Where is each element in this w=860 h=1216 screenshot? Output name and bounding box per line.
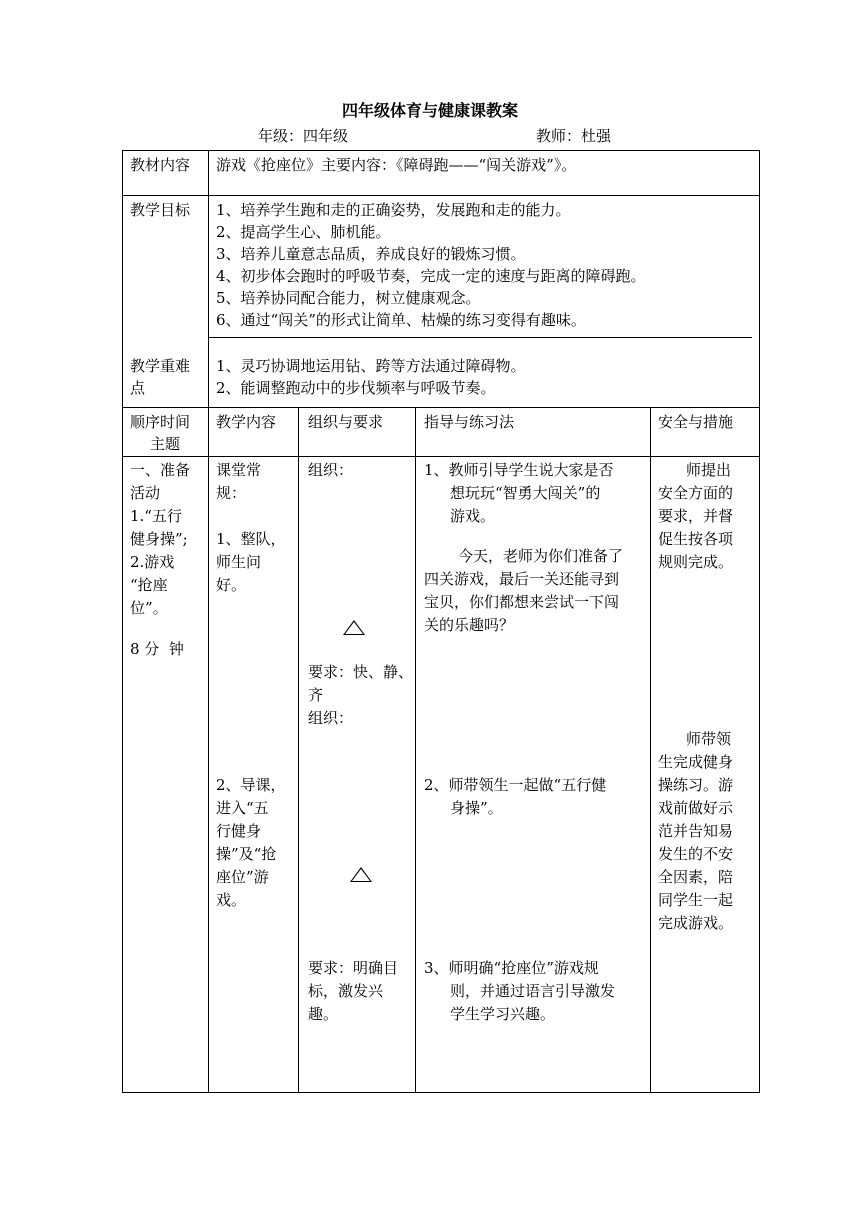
key-points-label: 点 [130, 379, 146, 397]
col5-line: 生完成健身 [658, 753, 734, 771]
header-content: 教学内容 [216, 413, 277, 431]
col4-line: 四关游戏，最后一关还能寻到 [424, 570, 620, 588]
col3-line: 标，激发兴 [308, 982, 384, 1000]
goal-item: 4、初步体会跑时的呼吸节奏，完成一定的速度与距离的障碍跑。 [216, 267, 646, 285]
header-order-time: 顺序时间 [130, 413, 191, 431]
col3-line: 组织： [308, 709, 354, 727]
teacher-label: 教师：杜强 [536, 127, 612, 145]
col5-line: 规则完成。 [658, 553, 734, 571]
material-content: 游戏《抢座位》主要内容：《障碍跑——“闯关游戏”》。 [216, 156, 577, 174]
header-order-time: 主题 [150, 435, 181, 453]
col2-line: 好。 [216, 576, 247, 594]
col2-line: 1、整队， [216, 530, 286, 548]
col3-line: 要求：快、静、 [308, 663, 414, 681]
col5-line: 同学生一起 [658, 891, 734, 909]
key-points-label: 教学重难 [130, 357, 191, 375]
goal-item: 5、培养协同配合能力，树立健康观念。 [216, 289, 481, 307]
goal-item: 1、培养学生跑和走的正确姿势，发展跑和走的能力。 [216, 201, 571, 219]
col1-line: 位”。 [130, 599, 168, 617]
col4-line: 3、师明确“抢座位”游戏规 [424, 959, 599, 977]
col5-line: 要求，并督 [658, 507, 734, 525]
col4-line: 则，并通过语言引导激发 [450, 982, 616, 1000]
col5-line: 师提出 [686, 461, 732, 479]
col1-line: 1.“五行 [130, 507, 182, 525]
formation-triangle-icon [343, 620, 365, 635]
key-point-item: 2、能调整跑动中的步伐频率与呼吸节奏。 [216, 379, 496, 397]
col2-line: 行健身 [216, 822, 262, 840]
col4-line: 今天，老师为你们准备了 [458, 547, 624, 565]
goal-item: 6、通过“闯关”的形式让简单、枯燥的练习变得有趣味。 [216, 311, 586, 329]
header-safety: 安全与措施 [658, 413, 734, 431]
col1-line: 健身操”; [130, 530, 188, 548]
goal-item: 3、培养儿童意志品质，养成良好的锻炼习惯。 [216, 245, 526, 263]
col2-line: 戏。 [216, 891, 247, 909]
header-organization: 组织与要求 [308, 413, 384, 431]
col2-line: 规： [216, 484, 247, 502]
col4-line: 2、师带领生一起做“五行健 [424, 776, 607, 794]
col4-line: 1、教师引导学生说大家是否 [424, 461, 614, 479]
col4-line: 学生学习兴趣。 [450, 1005, 556, 1023]
col1-duration: 8 分 钟 [130, 640, 184, 658]
col5-line: 完成游戏。 [658, 914, 734, 932]
col3-line: 组织： [308, 461, 354, 479]
col1-line: 一、准备 [130, 461, 191, 479]
col4-line: 想玩玩“智勇大闯关”的 [450, 484, 601, 502]
col2-line: 进入“五 [216, 799, 269, 817]
col5-line: 戏前做好示 [658, 799, 734, 817]
material-label: 教材内容 [130, 156, 191, 174]
col4-line: 宝贝，你们都想来尝试一下闯 [424, 593, 620, 611]
header-guidance: 指导与练习法 [424, 413, 515, 431]
document-title: 四年级体育与健康课教案 [341, 101, 518, 120]
col1-line: “抢座 [130, 576, 168, 594]
col5-line: 师带领 [686, 730, 732, 748]
col2-line: 2、导课， [216, 776, 286, 794]
col5-line: 促生按各项 [658, 530, 734, 548]
key-point-item: 1、灵巧协调地运用钻、跨等方法通过障碍物。 [216, 357, 526, 375]
col5-line: 发生的不安 [658, 845, 734, 863]
col4-line: 身操”。 [450, 799, 503, 817]
col4-line: 关的乐趣吗？ [424, 616, 515, 634]
col3-line: 要求：明确目 [308, 959, 399, 977]
col5-line: 全因素，陪 [658, 868, 734, 886]
col5-line: 安全方面的 [658, 484, 734, 502]
col5-line: 操练习。游 [658, 776, 734, 794]
col3-line: 齐 [308, 686, 324, 704]
col3-line: 趣。 [308, 1005, 339, 1023]
grade-label: 年级：四年级 [258, 127, 349, 145]
formation-triangle-icon [350, 867, 372, 882]
col1-line: 活动 [130, 484, 161, 502]
goal-item: 2、提高学生心、肺机能。 [216, 223, 391, 241]
col2-line: 操”及“抢 [216, 845, 277, 863]
col1-line: 2.游戏 [130, 553, 175, 571]
col4-line: 游戏。 [450, 507, 496, 525]
col2-line: 师生问 [216, 553, 262, 571]
goals-label: 教学目标 [130, 201, 191, 219]
col2-line: 课堂常 [216, 461, 262, 479]
col2-line: 座位”游 [216, 868, 269, 886]
col5-line: 范并告知易 [658, 822, 734, 840]
